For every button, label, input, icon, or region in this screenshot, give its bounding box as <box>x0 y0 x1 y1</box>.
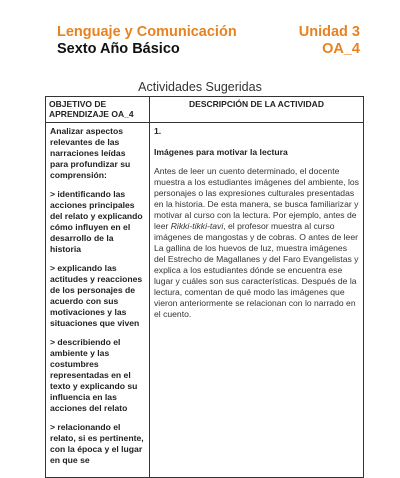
unit-label: Unidad 3 <box>298 24 360 40</box>
objective-item: > identificando las acciones principales del relato y explicando cómo influyen en el desarrollo de la historia <box>50 189 143 254</box>
activity-text-italic: Rikki-tikki-tavi <box>170 221 224 231</box>
objective-item: > explicando las actitudes y reacciones de los personajes de acuerdo con sus motivaciones y las situaciones que viven <box>50 263 143 328</box>
oa-label: OA_4 <box>322 41 360 57</box>
activity-body <box>154 166 359 320</box>
col-header-objective: OBJETIVO DE APRENDIZAJE OA_4 <box>46 97 150 123</box>
header-row-2 <box>57 41 360 58</box>
description-cell <box>150 123 364 478</box>
activity-text-1: Antes de leer un cuento determinado, el docente muestra a los estudiantes imágenes del ambiente, los personajes o las expresiones culturales presentadas en la historia. De esta manera, se busca familiarizar y motivar al curso con la lectura. Por ejemplo, antes de leer <box>154 166 359 231</box>
grade-label: Sexto Año Básico <box>57 41 180 57</box>
activities-table <box>45 96 364 478</box>
objective-cell <box>46 123 150 478</box>
header-row-1 <box>57 24 360 41</box>
table-row <box>46 123 364 478</box>
objective-item: > describiendo el ambiente y las costumbres representadas en el texto y explicando su influencia en las acciones del relato <box>50 337 138 413</box>
table-header-row <box>46 97 364 123</box>
subject-title: Lenguaje y Comunicación <box>57 24 237 40</box>
section-title: Actividades Sugeridas <box>138 80 262 94</box>
activity-title: Imágenes para motivar la lectura <box>154 147 288 157</box>
objective-intro: Analizar aspectos relevantes de las narraciones leídas para profundizar su comprensión: <box>50 126 131 180</box>
col-header-description: DESCRIPCIÓN DE LA ACTIVIDAD <box>150 97 364 123</box>
activity-text-2: , el profesor muestra al curso imágenes de mangostas y de cobras. O antes de leer La gallina de los huevos de luz, muestra imágenes del Estrecho de Magallanes y del Faro Evangelistas y explica a los estudiantes dónde se encuentra ese lugar y cuáles son sus características. Después de la lectura, comentan de qué modo las imágenes que vieron anteriormente se relacionan con lo narrado en el cuento. <box>154 221 359 319</box>
activity-number: 1. <box>154 126 162 136</box>
page-header <box>57 24 360 58</box>
objective-item: > relacionando el relato, si es pertinente, con la época y el lugar en que se <box>50 422 144 465</box>
